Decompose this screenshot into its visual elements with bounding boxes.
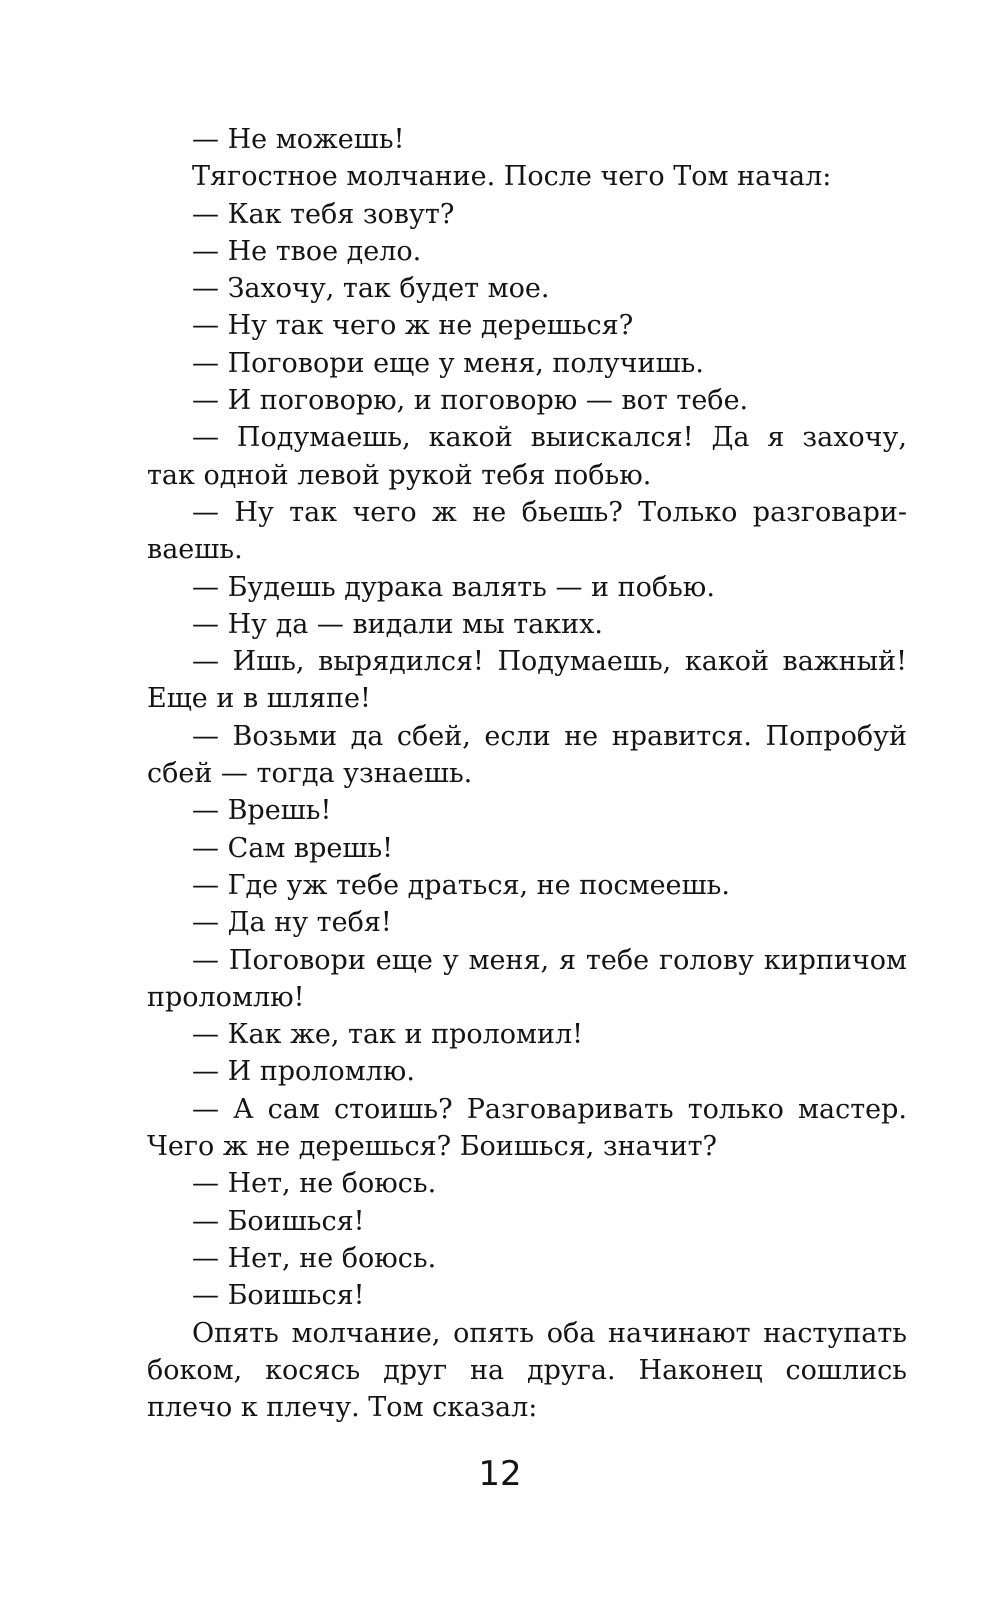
paragraph: — И поговорю, и поговорю — вот тебе. [192,385,749,417]
paragraph: — Врешь! [192,795,332,827]
paragraph: — Ну да — видали мы таких. [192,608,603,640]
paragraph: — Не можешь! [192,124,405,155]
paragraph: — Будешь дурака валять — и побью. [192,571,715,603]
paragraph: — Как же, так и проломил! [192,1019,584,1051]
paragraph: — Где уж тебе драться, не посмеешь. [192,869,730,901]
page-number: 12 [478,1454,522,1494]
paragraph: Опять молчание, опять оба начинают наступать боком, косясь друг на друга. Наконец сошлись плечо к плечу. Том сказал: [147,1317,907,1424]
paragraph: — Да ну тебя! [192,907,392,939]
paragraph: Тягостное молчание. После чего Том начал: [192,161,832,193]
body-text [147,121,907,1426]
paragraph: — Сам врешь! [192,832,394,864]
paragraph: — Как тебя зовут? [192,198,455,230]
paragraph: — Подумаешь, какой выискался! Да я захочу, так одной левой рукой тебя побью. [147,422,907,491]
paragraph: — Боишься! [192,1205,365,1237]
paragraph: — Ну так чего ж не бьешь? Только разговариваешь. [147,496,907,566]
paragraph: — Нет, не боюсь. [192,1168,437,1200]
paragraph: — А сам стоишь? Разговаривать только мастер. Чего ж не дерешься? Боишься, значит? [147,1093,907,1163]
paragraph: — Поговори еще у меня, получишь. [192,347,704,379]
paragraph: — Ну так чего ж не дерешься? [192,310,634,342]
paragraph: — Нет, не боюсь. [192,1242,437,1274]
paragraph: — Поговори еще у меня, я тебе голову кирпичом проломлю! [147,944,907,1013]
paragraph: — Захочу, так будет мое. [192,273,550,305]
paragraph: — И проломлю. [192,1056,415,1088]
paragraph: — Ишь, вырядился! Подумаешь, какой важный! Еще и в шляпе! [147,646,907,715]
paragraph: — Возьми да сбей, если не нравится. Попробуй сбей — тогда узнаешь. [147,720,907,790]
paragraph: — Не твое дело. [192,235,422,267]
paragraph: — Боишься! [192,1280,365,1312]
